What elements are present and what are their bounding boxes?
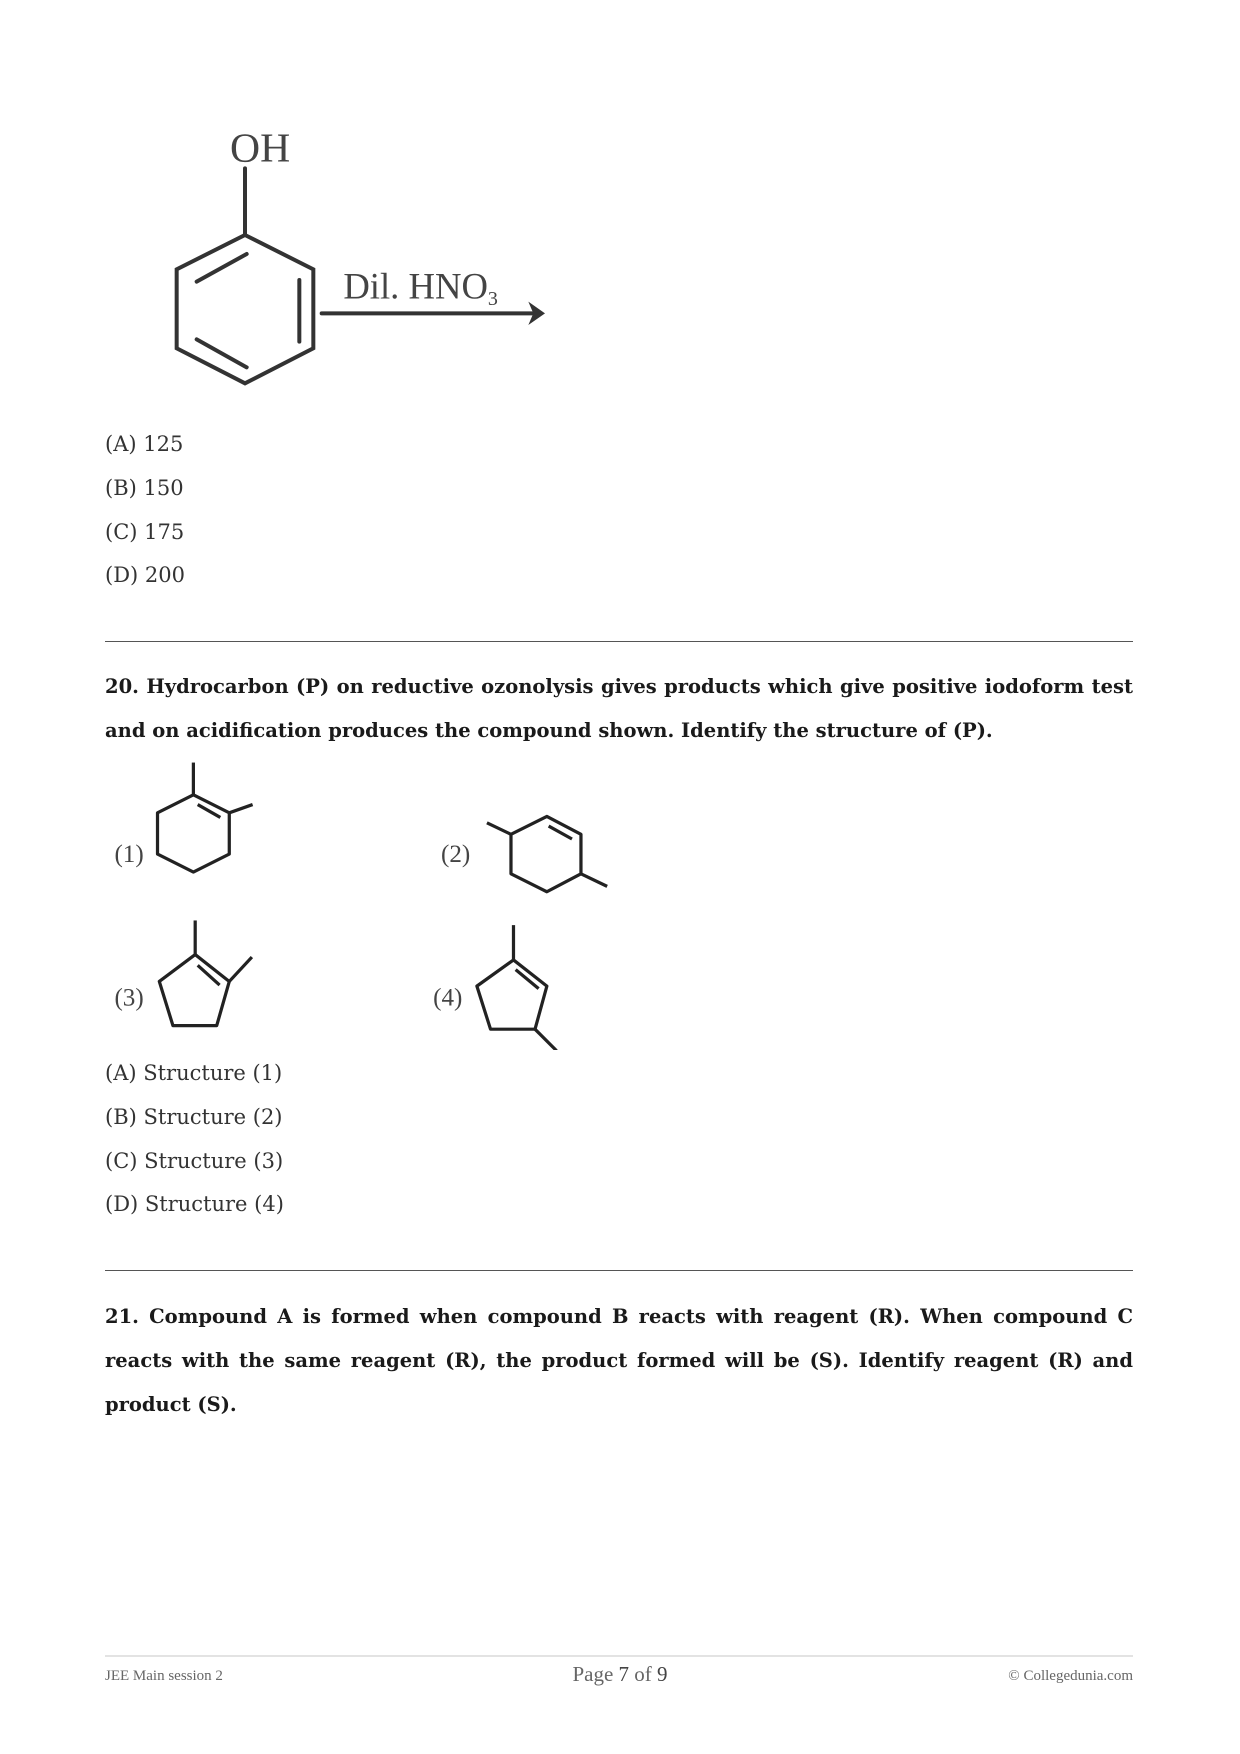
structure-label-3: (3) — [114, 984, 144, 1012]
option-b[interactable]: (B) Structure (2) — [105, 1105, 283, 1129]
option-d[interactable]: (D) 200 — [105, 563, 185, 587]
structures-diagram — [100, 750, 660, 1050]
option-c[interactable]: (C) 175 — [105, 520, 185, 544]
divider — [105, 641, 1133, 642]
option-d[interactable]: (D) Structure (4) — [105, 1192, 284, 1216]
structure-label-4: (4) — [433, 984, 463, 1012]
question-21 — [105, 1295, 1133, 1427]
option-c[interactable]: (C) Structure (3) — [105, 1149, 284, 1173]
structure-4 — [477, 925, 557, 1050]
question-line: and on acidification produces the compound shown. Identify the structure of (P). — [105, 719, 993, 742]
structure-3 — [159, 920, 252, 1025]
benzene-ring — [177, 235, 314, 383]
option-b[interactable]: (B) 150 — [105, 476, 184, 500]
footer-exam-name: JEE Main session 2 — [105, 1668, 223, 1684]
question-line: product (S). — [105, 1393, 237, 1416]
structure-1 — [158, 763, 253, 872]
divider — [105, 1270, 1133, 1271]
page-indicator: Page 7 of 9 — [572, 1662, 668, 1686]
question-20 — [105, 665, 1133, 753]
question-line: 21. Compound A is formed when compound B reacts with reagent (R). When compound C — [105, 1305, 1133, 1328]
structure-label-1: (1) — [114, 840, 144, 868]
structure-2 — [487, 816, 607, 891]
structure-label-2: (2) — [441, 840, 471, 868]
reagent-label: Dil. HNO3 — [343, 265, 498, 310]
option-a[interactable]: (A) 125 — [105, 432, 184, 456]
oh-label: OH — [230, 125, 291, 172]
question-line: 20. Hydrocarbon (P) on reductive ozonolysis gives products which give positive iodoform test — [105, 675, 1133, 698]
footer-copyright: © Collegedunia.com — [1008, 1668, 1133, 1684]
option-a[interactable]: (A) Structure (1) — [105, 1061, 283, 1085]
question-line: reacts with the same reagent (R), the product formed will be (S). Identify reagent (R) and — [105, 1349, 1133, 1372]
footer-divider — [105, 1655, 1133, 1657]
phenol-nitration-diagram — [150, 110, 570, 400]
